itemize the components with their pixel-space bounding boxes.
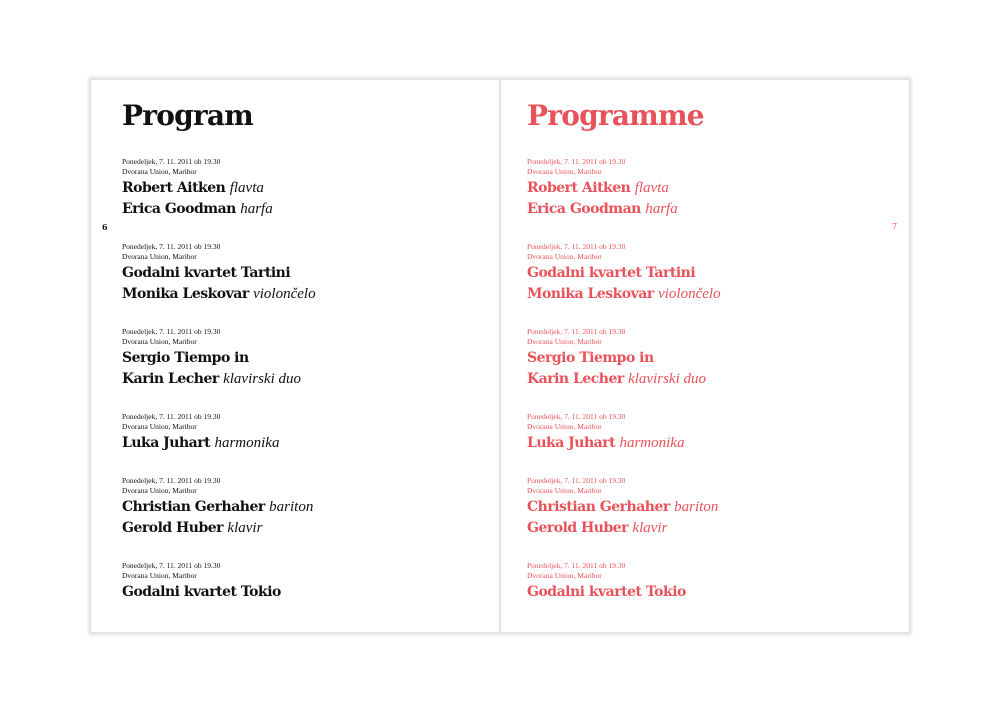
performer-name: Erica Goodman [122, 201, 236, 217]
event-entry [122, 476, 316, 539]
event-venue: Dvorana Union, Maribor [527, 336, 602, 346]
event-entry [527, 561, 721, 603]
performer-name: Godalni kvartet Tokio [527, 584, 686, 600]
event-date: Ponedeljek, 7. 11. 2011 ob 19.30 [527, 327, 626, 336]
event-venue: Dvorana Union, Maribor [527, 570, 602, 580]
performer-line [122, 348, 316, 369]
performer-line [527, 263, 721, 284]
performer-instrument: harmonika [619, 435, 685, 451]
event-entry [122, 242, 316, 305]
event-date: Ponedeljek, 7. 11. 2011 ob 19.30 [122, 412, 221, 421]
performer-list [122, 497, 316, 539]
performer-line [527, 582, 721, 603]
event-date: Ponedeljek, 7. 11. 2011 ob 19.30 [122, 476, 221, 485]
event-date: Ponedeljek, 7. 11. 2011 ob 19.30 [527, 157, 626, 166]
performer-name: Christian Gerhaher [527, 499, 670, 515]
event-entry [122, 157, 316, 220]
performer-line [122, 263, 316, 284]
performer-instrument: harfa [240, 201, 273, 217]
left-page [91, 80, 499, 632]
performer-line [527, 199, 721, 220]
performer-line [122, 518, 316, 539]
event-entry [527, 157, 721, 220]
event-venue: Dvorana Union, Maribor [122, 485, 197, 495]
event-date: Ponedeljek, 7. 11. 2011 ob 19.30 [527, 412, 626, 421]
performer-line [122, 178, 316, 199]
event-venue: Dvorana Union, Maribor [527, 421, 602, 431]
performer-name: Sergio Tiempo in [527, 350, 654, 366]
performer-line [122, 497, 316, 518]
performer-list [122, 433, 316, 454]
performer-instrument: klavirski duo [223, 371, 302, 387]
event-venue: Dvorana Union, Maribor [527, 251, 602, 261]
performer-line [527, 369, 721, 390]
performer-instrument: flavta [229, 180, 264, 196]
performer-line [527, 497, 721, 518]
performer-list [122, 178, 316, 220]
performer-name: Karin Lecher [122, 371, 219, 387]
event-venue: Dvorana Union, Maribor [527, 485, 602, 495]
performer-name: Luka Juhart [122, 435, 211, 451]
event-list [122, 157, 316, 625]
performer-name: Robert Aitken [527, 180, 631, 196]
performer-line [122, 199, 316, 220]
performer-list [122, 263, 316, 305]
event-entry [527, 242, 721, 305]
performer-instrument: harmonika [214, 435, 280, 451]
event-entry [527, 327, 721, 390]
event-entry [527, 412, 721, 454]
performer-line [122, 284, 316, 305]
event-venue: Dvorana Union, Maribor [122, 336, 197, 346]
event-date: Ponedeljek, 7. 11. 2011 ob 19.30 [527, 242, 626, 251]
performer-line [122, 433, 316, 454]
page-number: 6 [102, 222, 108, 232]
performer-instrument: klavir [632, 520, 668, 536]
event-venue: Dvorana Union, Maribor [122, 166, 197, 176]
page-title: Program [122, 99, 253, 132]
performer-list [122, 582, 316, 603]
performer-name: Christian Gerhaher [122, 499, 265, 515]
performer-line [527, 433, 721, 454]
performer-name: Godalni kvartet Tartini [527, 265, 696, 281]
performer-list [527, 582, 721, 603]
booklet-spread [91, 80, 909, 632]
performer-instrument: violončelo [253, 286, 316, 302]
event-entry [122, 327, 316, 390]
performer-list [527, 497, 721, 539]
event-date: Ponedeljek, 7. 11. 2011 ob 19.30 [527, 476, 626, 485]
performer-name: Karin Lecher [527, 371, 624, 387]
performer-name: Godalni kvartet Tokio [122, 584, 281, 600]
performer-instrument: violončelo [658, 286, 721, 302]
performer-list [527, 178, 721, 220]
performer-instrument: bariton [269, 499, 314, 515]
performer-line [527, 348, 721, 369]
performer-instrument: bariton [674, 499, 719, 515]
performer-name: Gerold Huber [122, 520, 224, 536]
event-list [527, 157, 721, 625]
event-date: Ponedeljek, 7. 11. 2011 ob 19.30 [122, 327, 221, 336]
performer-name: Luka Juhart [527, 435, 616, 451]
performer-list [527, 263, 721, 305]
performer-name: Monika Leskovar [527, 286, 654, 302]
performer-instrument: harfa [645, 201, 678, 217]
event-date: Ponedeljek, 7. 11. 2011 ob 19.30 [122, 242, 221, 251]
right-page [501, 80, 909, 632]
performer-name: Godalni kvartet Tartini [122, 265, 291, 281]
performer-name: Gerold Huber [527, 520, 629, 536]
event-date: Ponedeljek, 7. 11. 2011 ob 19.30 [122, 157, 221, 166]
event-venue: Dvorana Union, Maribor [527, 166, 602, 176]
performer-line [122, 369, 316, 390]
event-entry [122, 412, 316, 454]
performer-list [527, 348, 721, 390]
performer-list [527, 433, 721, 454]
event-date: Ponedeljek, 7. 11. 2011 ob 19.30 [122, 561, 221, 570]
performer-line [527, 518, 721, 539]
event-venue: Dvorana Union, Maribor [122, 570, 197, 580]
page-number: 7 [892, 222, 898, 231]
performer-line [527, 284, 721, 305]
performer-instrument: klavirski duo [628, 371, 707, 387]
performer-name: Monika Leskovar [122, 286, 249, 302]
performer-line [122, 582, 316, 603]
event-entry [122, 561, 316, 603]
performer-instrument: klavir [227, 520, 263, 536]
performer-line [527, 178, 721, 199]
event-date: Ponedeljek, 7. 11. 2011 ob 19.30 [527, 561, 626, 570]
performer-instrument: flavta [634, 180, 669, 196]
performer-name: Erica Goodman [527, 201, 641, 217]
event-entry [527, 476, 721, 539]
performer-list [122, 348, 316, 390]
page-title: Programme [527, 99, 704, 132]
event-venue: Dvorana Union, Maribor [122, 421, 197, 431]
performer-name: Sergio Tiempo in [122, 350, 249, 366]
performer-name: Robert Aitken [122, 180, 226, 196]
event-venue: Dvorana Union, Maribor [122, 251, 197, 261]
